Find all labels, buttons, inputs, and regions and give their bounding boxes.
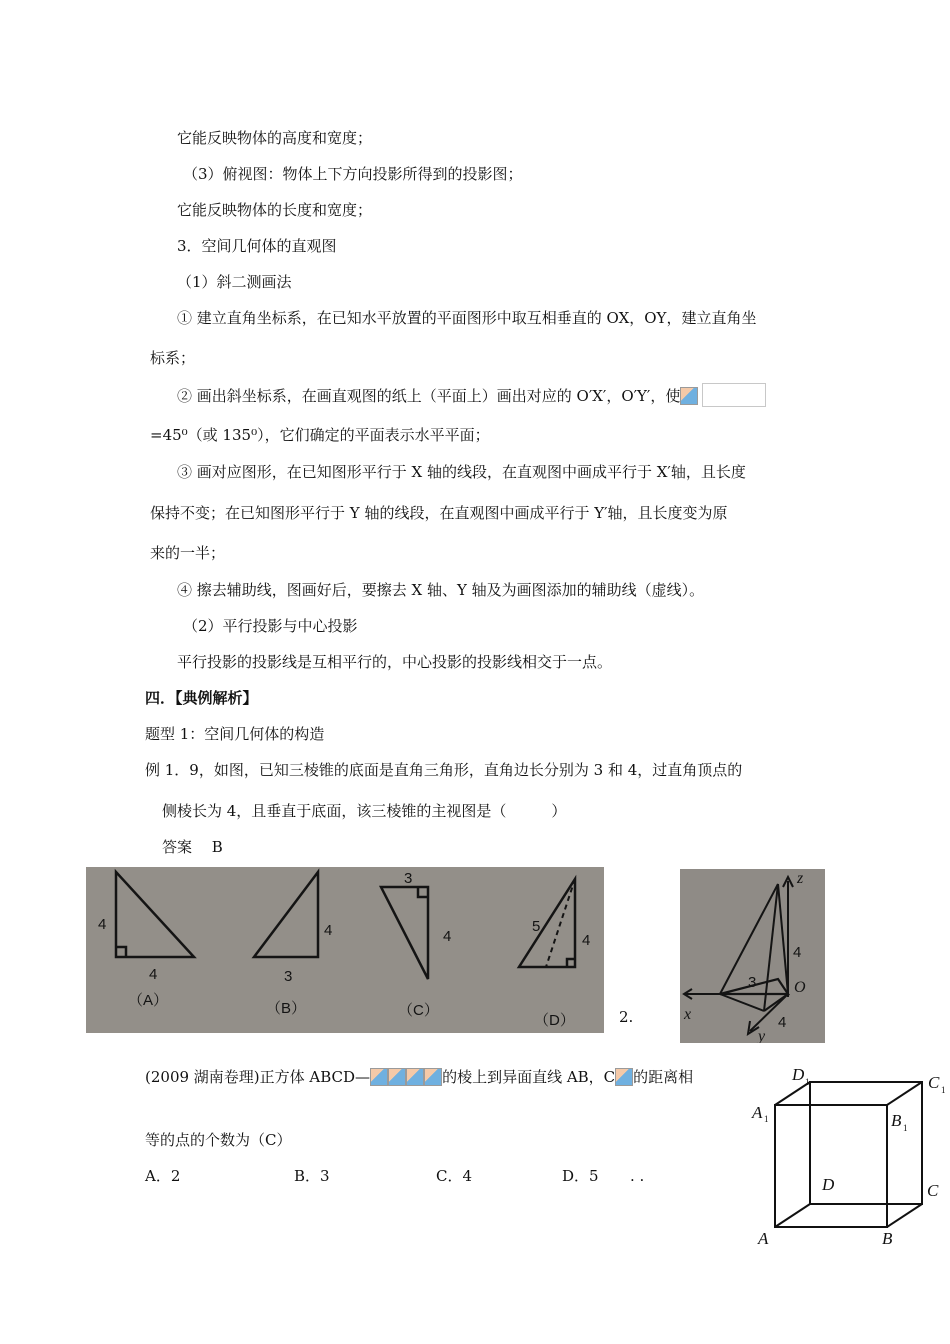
label: 4 (149, 966, 158, 983)
item-number: 2. (619, 1008, 634, 1026)
choice-a: A．2 (145, 1167, 181, 1185)
axis-label: y (758, 1028, 766, 1043)
section-heading: 3．空间几何体的直观图 (177, 237, 337, 255)
text-line: ③ 画对应图形，在已知图形平行于 X 轴的线段，在直观图中画成平行于 X′轴，且长度 (177, 463, 746, 481)
caption: （B） (266, 1000, 307, 1017)
vertex-label: C (928, 1073, 940, 1092)
text-line: ④ 擦去辅助线，图画好后，要擦去 X 轴、Y 轴及为画图添加的辅助线（虚线）。 (177, 581, 705, 599)
origin-label: O (794, 979, 806, 996)
text-line: ① 建立直角坐标系，在已知水平放置的平面图形中取互相垂直的 OX，OY，建立直角坐 (177, 309, 757, 327)
label: 4 (98, 916, 107, 933)
vertex-label: B (891, 1111, 902, 1130)
broken-image-icon (424, 1068, 442, 1086)
vertex-label: C (927, 1181, 939, 1200)
caption: （D） (534, 1012, 575, 1029)
text-line: 保持不变；在已知图形平行于 Y 轴的线段，在直观图中画成平行于 Y′轴，且长度变为原 (150, 504, 728, 522)
section-heading-examples: 四．【典例解析】 (145, 689, 258, 707)
vertex-subscript: 1 (805, 1077, 810, 1087)
text-span: (2009 湖南卷理)正方体 ABCD— (145, 1068, 371, 1086)
caption: （C） (398, 1002, 439, 1019)
answer-line: 答案 B (162, 838, 223, 856)
text-line: 它能反映物体的高度和宽度； (177, 129, 373, 147)
subsection-heading: （1）斜二测画法 (177, 273, 292, 291)
vertex-subscript: 1 (764, 1114, 769, 1124)
label: 3 (748, 974, 757, 991)
label: 4 (582, 932, 591, 949)
broken-image-icon (615, 1068, 633, 1086)
text-line: 来的一半； (150, 544, 226, 562)
vertex-label: D (792, 1065, 805, 1084)
text-line: 标系； (150, 349, 196, 367)
vertex-label: D (822, 1175, 835, 1194)
choice-b: B．3 (294, 1167, 330, 1185)
question-line: 等的点的个数为（C） (145, 1131, 292, 1149)
text-line: （3）俯视图：物体上下方向投影所得到的投影图； (183, 165, 523, 183)
label: 4 (793, 944, 802, 961)
label: 4 (443, 928, 452, 945)
example-question: 例 1．9，如图，已知三棱锥的底面是直角三角形，直角边长分别为 3 和 4，过直角顶点的 (145, 761, 743, 779)
axis-label: x (684, 1006, 692, 1023)
caption: （A） (128, 992, 169, 1009)
question-line (145, 1067, 693, 1087)
text-line (177, 383, 766, 407)
broken-image-icon (388, 1068, 406, 1086)
vertex-subscript: 1 (941, 1085, 946, 1095)
text-span: ② 画出斜坐标系，在画直观图的纸上（平面上）画出对应的 O′X′，O′Y′，使 (177, 387, 681, 405)
cube-front-face (775, 1105, 887, 1227)
options-figure-photo (86, 867, 604, 1033)
subsection-heading: （2）平行投影与中心投影 (183, 617, 358, 635)
broken-image-icon (370, 1068, 388, 1086)
text-line: 它能反映物体的长度和宽度； (177, 201, 373, 219)
text-line: =45⁰（或 135⁰），它们确定的平面表示水平平面； (150, 426, 490, 444)
vertex-label: B (882, 1229, 893, 1248)
text-span: 的距离相 (633, 1068, 694, 1086)
blank-box (702, 383, 766, 407)
broken-image-icon (406, 1068, 424, 1086)
label: 4 (324, 922, 333, 939)
text-line: 题型 1：空间几何体的构造 (145, 725, 325, 743)
pyramid-figure (680, 869, 825, 1043)
choice-d: D．5 (562, 1167, 599, 1185)
text-line: 平行投影的投影线是互相平行的，中心投影的投影线相交于一点。 (177, 653, 613, 671)
label: 4 (778, 1014, 787, 1031)
choice-c: C．4 (436, 1167, 473, 1185)
pyramid-figure-photo (680, 869, 825, 1043)
vertex-label: A (758, 1229, 769, 1248)
vertex-label: A (752, 1103, 763, 1122)
label: 3 (284, 968, 293, 985)
cube-diagram (750, 1060, 950, 1250)
label: 3 (404, 870, 413, 887)
options-figure (86, 867, 604, 1033)
axis-label: z (797, 870, 804, 887)
example-question: 侧棱长为 4，且垂直于底面，该三棱锥的主视图是（ ） (162, 802, 567, 820)
text-span: 的棱上到异面直线 AB，C (442, 1068, 616, 1086)
trailing-dots: . . (630, 1167, 645, 1185)
vertex-subscript: 1 (903, 1123, 908, 1133)
label: 5 (532, 918, 541, 935)
broken-image-icon (680, 387, 698, 405)
